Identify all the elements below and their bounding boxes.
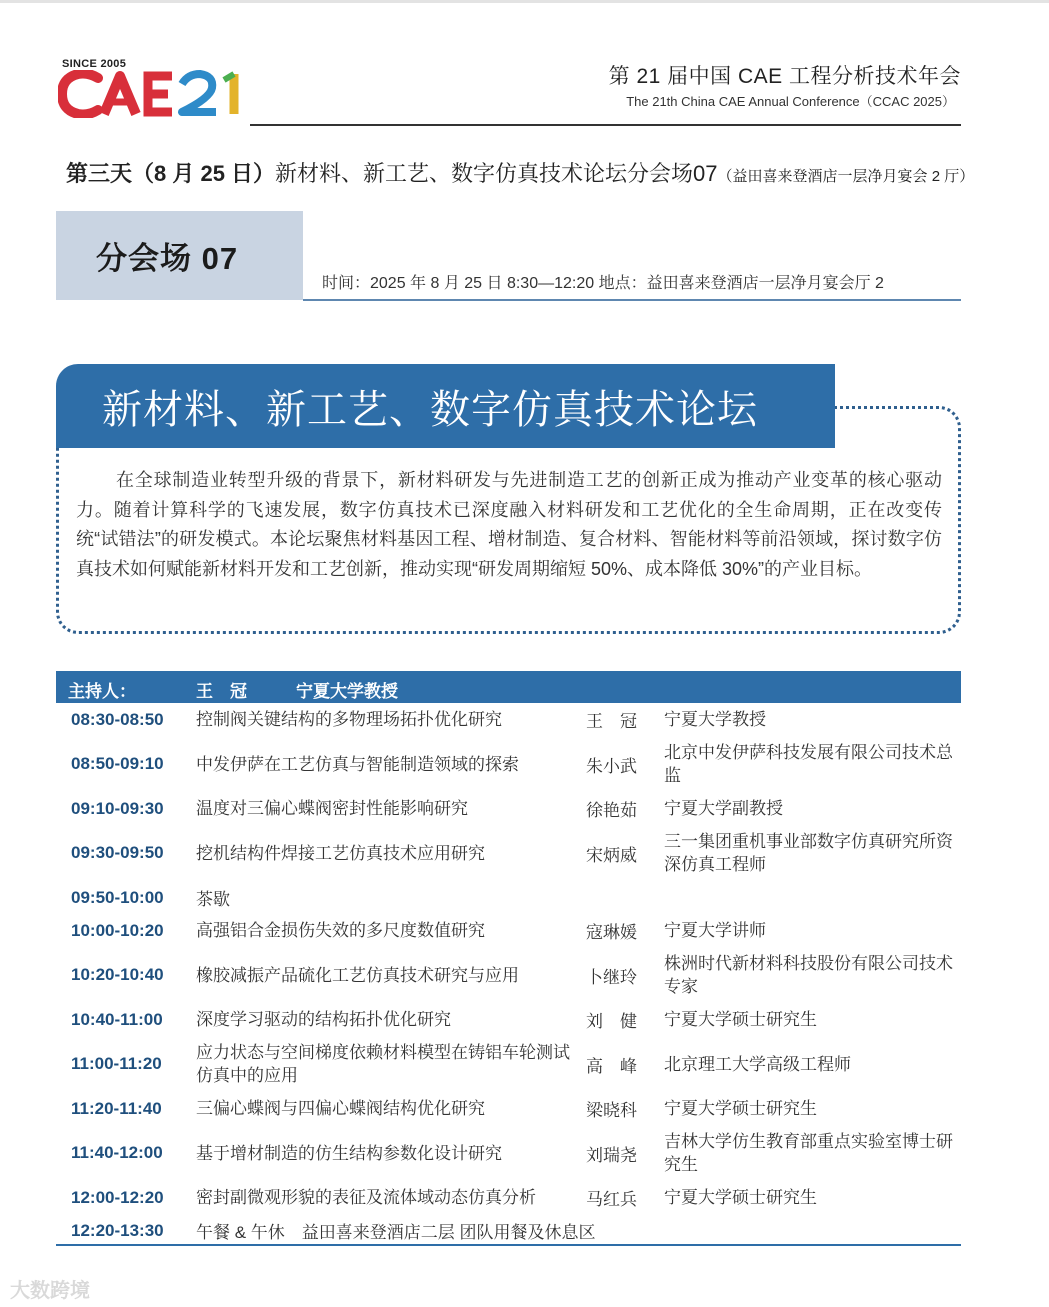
day-title-date: 第三天（8 月 25 日）: [66, 161, 276, 186]
schedule-affiliation: 吉林大学仿生教育部重点实验室博士研究生: [664, 1132, 953, 1174]
cae21-logo-mark: [58, 70, 248, 118]
schedule-topic: 控制阀关键结构的多物理场拓扑优化研究: [196, 710, 502, 729]
schedule-speaker: 刘瑞尧: [586, 1145, 637, 1165]
schedule-topic: 午餐 & 午休 益田喜来登酒店二层 团队用餐及休息区: [196, 1223, 596, 1242]
host-affiliation: 宁夏大学教授: [296, 682, 398, 701]
schedule-topic: 中发伊萨在工艺仿真与智能制造领域的探索: [196, 754, 519, 774]
session-divider: [303, 299, 961, 301]
session-label: 分会场 07: [56, 211, 303, 300]
schedule-topic: 深度学习驱动的结构拓扑优化研究: [196, 1010, 451, 1029]
schedule-row: [56, 736, 961, 792]
conference-title-en: The 21th China CAE Annual Conference（CCAC 2025）: [626, 94, 955, 109]
schedule-topic: 高强铝合金损伤失效的多尺度数值研究: [196, 921, 485, 940]
schedule-affiliation: 宁夏大学副教授: [664, 799, 783, 818]
forum-description: 在全球制造业转型升级的背景下，新材料研发与先进制造工艺的创新正成为推动产业变革的核心驱动力。随着计算科学的飞速发展，数字仿真技术已深度融入材料研发和工艺优化的全生命周期，正在改变传统“试错法”的研发模式。本论坛聚焦材料基因工程、增材制造、复合材料、智能材料等前沿领域，探讨数字仿真技术如何赋能新材料开发和工艺创新，推动实现“研发周期缩短 50%、成本降低 30%”的产业目标。: [76, 470, 942, 579]
conference-title-cn: 第 21 届中国 CAE 工程分析技术年会: [608, 65, 961, 88]
schedule-row: [56, 1125, 961, 1181]
schedule-affiliation: 宁夏大学硕士研究生: [664, 1188, 817, 1207]
schedule-time: 08:30-08:50: [71, 709, 164, 729]
schedule-row: [56, 914, 961, 947]
schedule-row: [56, 881, 961, 914]
schedule-time: 12:00-12:20: [71, 1187, 164, 1207]
schedule-row: [56, 1003, 961, 1036]
schedule-row: [56, 1214, 961, 1247]
schedule-time: 08:50-09:10: [71, 754, 164, 773]
schedule-topic: 橡胶减振产品硫化工艺仿真技术研究与应用: [196, 965, 519, 985]
schedule-time: 11:20-11:40: [71, 1098, 162, 1118]
host-label: 主持人：: [68, 682, 136, 701]
schedule-speaker: 朱小武: [586, 756, 637, 776]
schedule-affiliation: 北京理工大学高级工程师: [664, 1054, 851, 1074]
schedule-affiliation: 北京中发伊萨科技发展有限公司技术总监: [664, 743, 953, 785]
schedule-speaker: 马红兵: [586, 1190, 637, 1209]
schedule-speaker: 王 冠: [586, 712, 637, 731]
forum-title: 新材料、新工艺、数字仿真技术论坛: [102, 387, 758, 432]
schedule-affiliation: 宁夏大学讲师: [664, 921, 766, 940]
schedule-time: 10:20-10:40: [71, 965, 164, 984]
schedule-row: [56, 1092, 961, 1125]
schedule-affiliation: 三一集团重机事业部数字仿真研究所资深仿真工程师: [664, 832, 953, 874]
schedule-topic: 三偏心蝶阀与四偏心蝶阀结构优化研究: [196, 1099, 485, 1118]
schedule-time: 12:20-13:30: [71, 1220, 164, 1240]
schedule-row: [56, 792, 961, 825]
schedule-topic: 应力状态与空间梯度依赖材料模型在铸铝车轮测试仿真中的应用: [196, 1043, 570, 1085]
schedule-table: [56, 703, 961, 1247]
watermark: 大数跨境: [10, 1280, 90, 1302]
schedule-time: 09:30-09:50: [71, 843, 164, 862]
schedule-speaker: 梁晓科: [586, 1101, 637, 1120]
logo-since: SINCE 2005: [62, 58, 127, 70]
schedule-row: [56, 825, 961, 881]
schedule-speaker: 卜继玲: [586, 967, 637, 987]
schedule-speaker: 刘 健: [586, 1012, 637, 1031]
forum-title-banner: [56, 364, 835, 448]
schedule-affiliation: 宁夏大学硕士研究生: [664, 1010, 817, 1029]
host-name: 王 冠: [196, 682, 247, 701]
day-title-venue: （益田喜来登酒店一层净月宴会 2 厅）: [717, 168, 975, 185]
schedule-affiliation: 株洲时代新材料科技股份有限公司技术专家: [664, 954, 953, 996]
schedule-row: [56, 947, 961, 1003]
schedule-time: 10:00-10:20: [71, 920, 164, 940]
session-info: 时间：2025 年 8 月 25 日 8:30—12:20 地点：益田喜来登酒店一层净月宴会厅 2: [322, 275, 884, 292]
schedule-topic: 密封副微观形貌的表征及流体域动态仿真分析: [196, 1188, 536, 1207]
cae21-logo: [58, 58, 248, 120]
schedule-speaker: 寇琳媛: [586, 923, 637, 942]
day-title-forum: 新材料、新工艺、数字仿真技术论坛分会场07: [275, 161, 718, 186]
schedule-row: [56, 1036, 961, 1092]
schedule-speaker: 徐艳茹: [586, 801, 637, 820]
day-title: [66, 157, 974, 188]
host-bar: [56, 671, 961, 703]
schedule-row: [56, 1181, 961, 1214]
schedule-topic: 基于增材制造的仿生结构参数化设计研究: [196, 1143, 502, 1163]
schedule-time: 11:40-12:00: [71, 1143, 163, 1162]
schedule-time: 09:50-10:00: [71, 887, 164, 907]
schedule-affiliation: 宁夏大学硕士研究生: [664, 1099, 817, 1118]
schedule-time: 09:10-09:30: [71, 798, 164, 818]
schedule-time: 11:00-11:20: [71, 1054, 162, 1073]
schedule-bottom-rule: [56, 1244, 961, 1246]
schedule-speaker: 高 峰: [586, 1056, 637, 1076]
schedule-topic: 挖机结构件焊接工艺仿真技术应用研究: [196, 843, 485, 863]
schedule-time: 10:40-11:00: [71, 1009, 163, 1029]
header-divider: [250, 124, 961, 126]
schedule-speaker: 宋炳威: [586, 845, 637, 865]
schedule-topic: 茶歇: [196, 890, 230, 909]
schedule-affiliation: 宁夏大学教授: [664, 710, 766, 729]
schedule-topic: 温度对三偏心蝶阀密封性能影响研究: [196, 799, 468, 818]
schedule-row: [56, 703, 961, 736]
top-border: [0, 0, 1049, 3]
